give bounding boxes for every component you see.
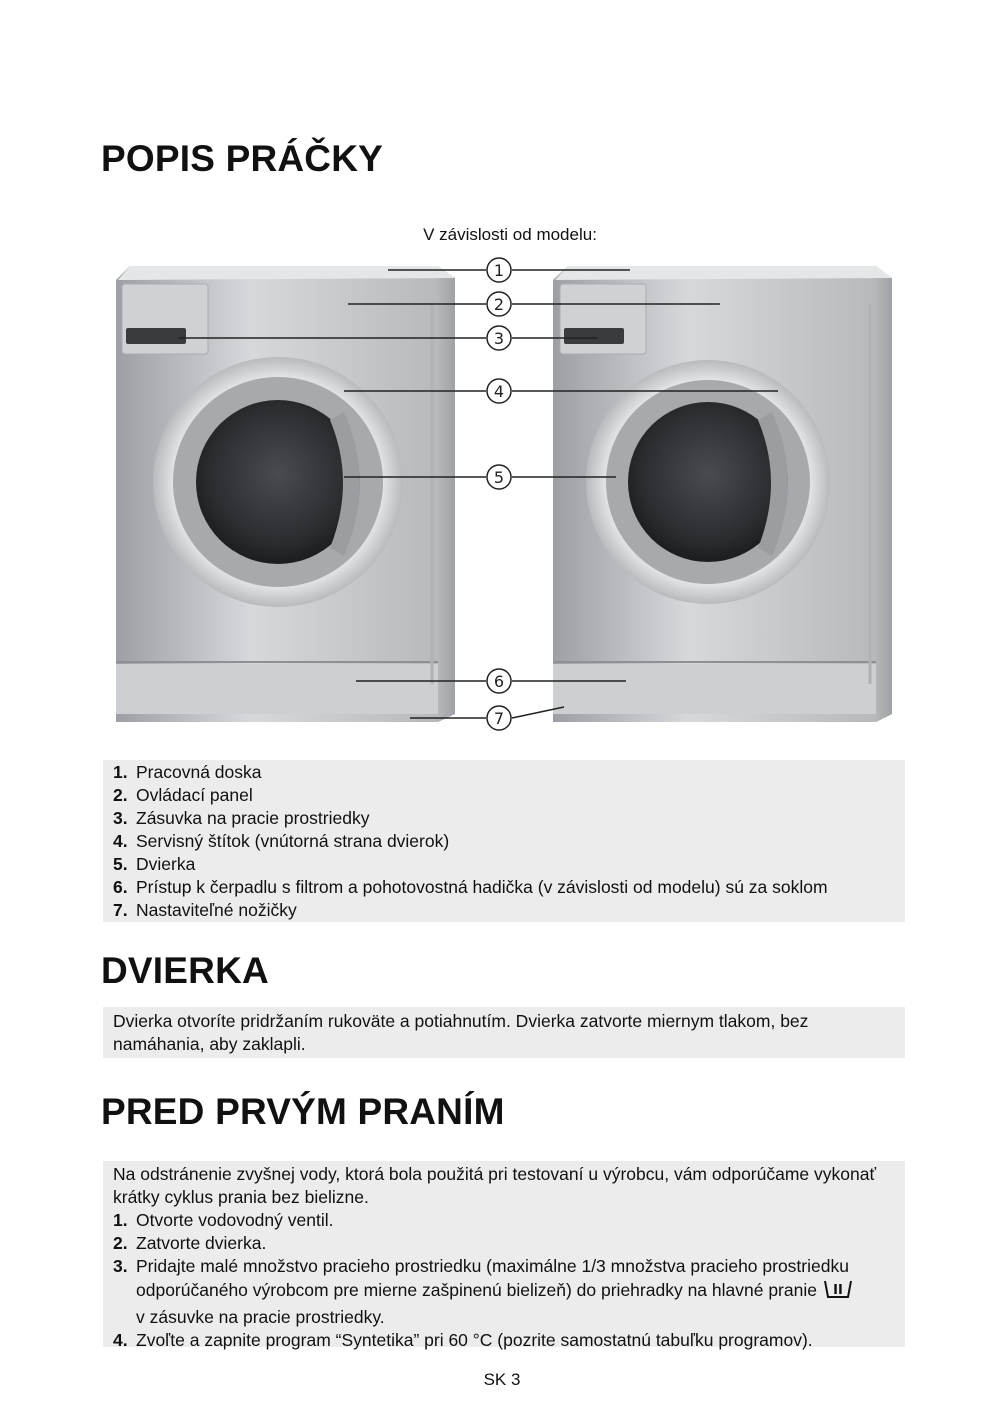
list-item — [113, 830, 905, 853]
svg-text:2: 2 — [493, 295, 505, 314]
list-item — [113, 784, 905, 807]
callout-2 — [487, 292, 511, 316]
callout-5 — [487, 465, 511, 489]
step-text-after: v zásuvke na pracie prostriedky. — [136, 1307, 385, 1327]
item-text: Pracovná doska — [136, 762, 262, 782]
section-title-pred-prvym-pranim: PRED PRVÝM PRANÍM — [101, 1091, 505, 1132]
door-text-box — [103, 1007, 905, 1058]
step-number: 2. — [113, 1233, 128, 1253]
svg-text:1: 1 — [493, 261, 505, 280]
step-text: Otvorte vodovodný ventil. — [136, 1210, 334, 1230]
main-wash-compartment-icon — [823, 1278, 853, 1306]
step-number: 1. — [113, 1210, 128, 1230]
first-wash-steps — [113, 1209, 895, 1352]
svg-text:4: 4 — [493, 382, 505, 401]
item-number: 7. — [113, 900, 128, 920]
list-item — [113, 1329, 895, 1352]
list-item — [113, 899, 905, 922]
washing-machine-right — [553, 266, 892, 722]
item-number: 4. — [113, 831, 128, 851]
first-wash-box — [103, 1161, 905, 1350]
callout-6 — [487, 669, 511, 693]
svg-text:3: 3 — [493, 329, 505, 348]
washing-machine-left — [116, 266, 455, 722]
item-text: Dvierka — [136, 854, 196, 874]
item-text: Prístup k čerpadlu s filtrom a pohotovostná hadička (v závislosti od modelu) sú za soklom — [136, 877, 828, 897]
page-number: SK 3 — [483, 1370, 521, 1389]
washing-machines-figure — [108, 244, 896, 750]
first-wash-intro: Na odstránenie zvyšnej vody, ktorá bola použitá pri testovaní u výrobcu, vám odporúčame vykonať krátky cyklus prania bez bielizne. — [113, 1164, 877, 1207]
section-title-popis: POPIS PRÁČKY — [101, 138, 384, 179]
list-item — [113, 1255, 895, 1329]
item-number: 3. — [113, 808, 128, 828]
parts-list — [113, 761, 905, 922]
callout-7 — [487, 706, 511, 730]
figure-subtitle: V závislosti od modelu: — [423, 225, 597, 244]
step-text-before: Pridajte malé množstvo pracieho prostriedku (maximálne 1/3 množstva pracieho prostriedku odporúčaného výrobcom pre mierne zašpinenú bielizeň) do priehradky na hlavné pranie — [136, 1256, 849, 1300]
list-item — [113, 1209, 895, 1232]
svg-text:5: 5 — [493, 468, 505, 487]
list-item — [113, 876, 905, 899]
list-item — [113, 761, 905, 784]
item-number: 1. — [113, 762, 128, 782]
step-text: Zvoľte a zapnite program “Syntetika” pri 60 °C (pozrite samostatnú tabuľku programov). — [136, 1330, 813, 1350]
item-text: Nastaviteľné nožičky — [136, 900, 297, 920]
item-text: Ovládací panel — [136, 785, 253, 805]
list-item — [113, 807, 905, 830]
section-title-dvierka: DVIERKA — [101, 950, 269, 991]
item-number: 2. — [113, 785, 128, 805]
item-number: 5. — [113, 854, 128, 874]
list-item — [113, 853, 905, 876]
step-number: 3. — [113, 1256, 128, 1276]
parts-list-box — [103, 760, 905, 922]
svg-text:7: 7 — [493, 709, 505, 728]
main-wash-icon-glyph: II — [833, 1283, 843, 1298]
step-number: 4. — [113, 1330, 128, 1350]
step-text — [136, 1255, 895, 1329]
callout-4 — [487, 379, 511, 403]
item-text: Servisný štítok (vnútorná strana dvierok) — [136, 831, 450, 851]
step-text: Zatvorte dvierka. — [136, 1233, 267, 1253]
callout-3 — [487, 326, 511, 350]
door-text: Dvierka otvoríte pridržaním rukoväte a potiahnutím. Dvierka zatvorte miernym tlakom, bez namáhania, aby zaklapli. — [113, 1011, 809, 1054]
callout-1 — [487, 258, 511, 282]
item-number: 6. — [113, 877, 128, 897]
svg-text:6: 6 — [493, 672, 505, 691]
list-item — [113, 1232, 895, 1255]
item-text: Zásuvka na pracie prostriedky — [136, 808, 370, 828]
